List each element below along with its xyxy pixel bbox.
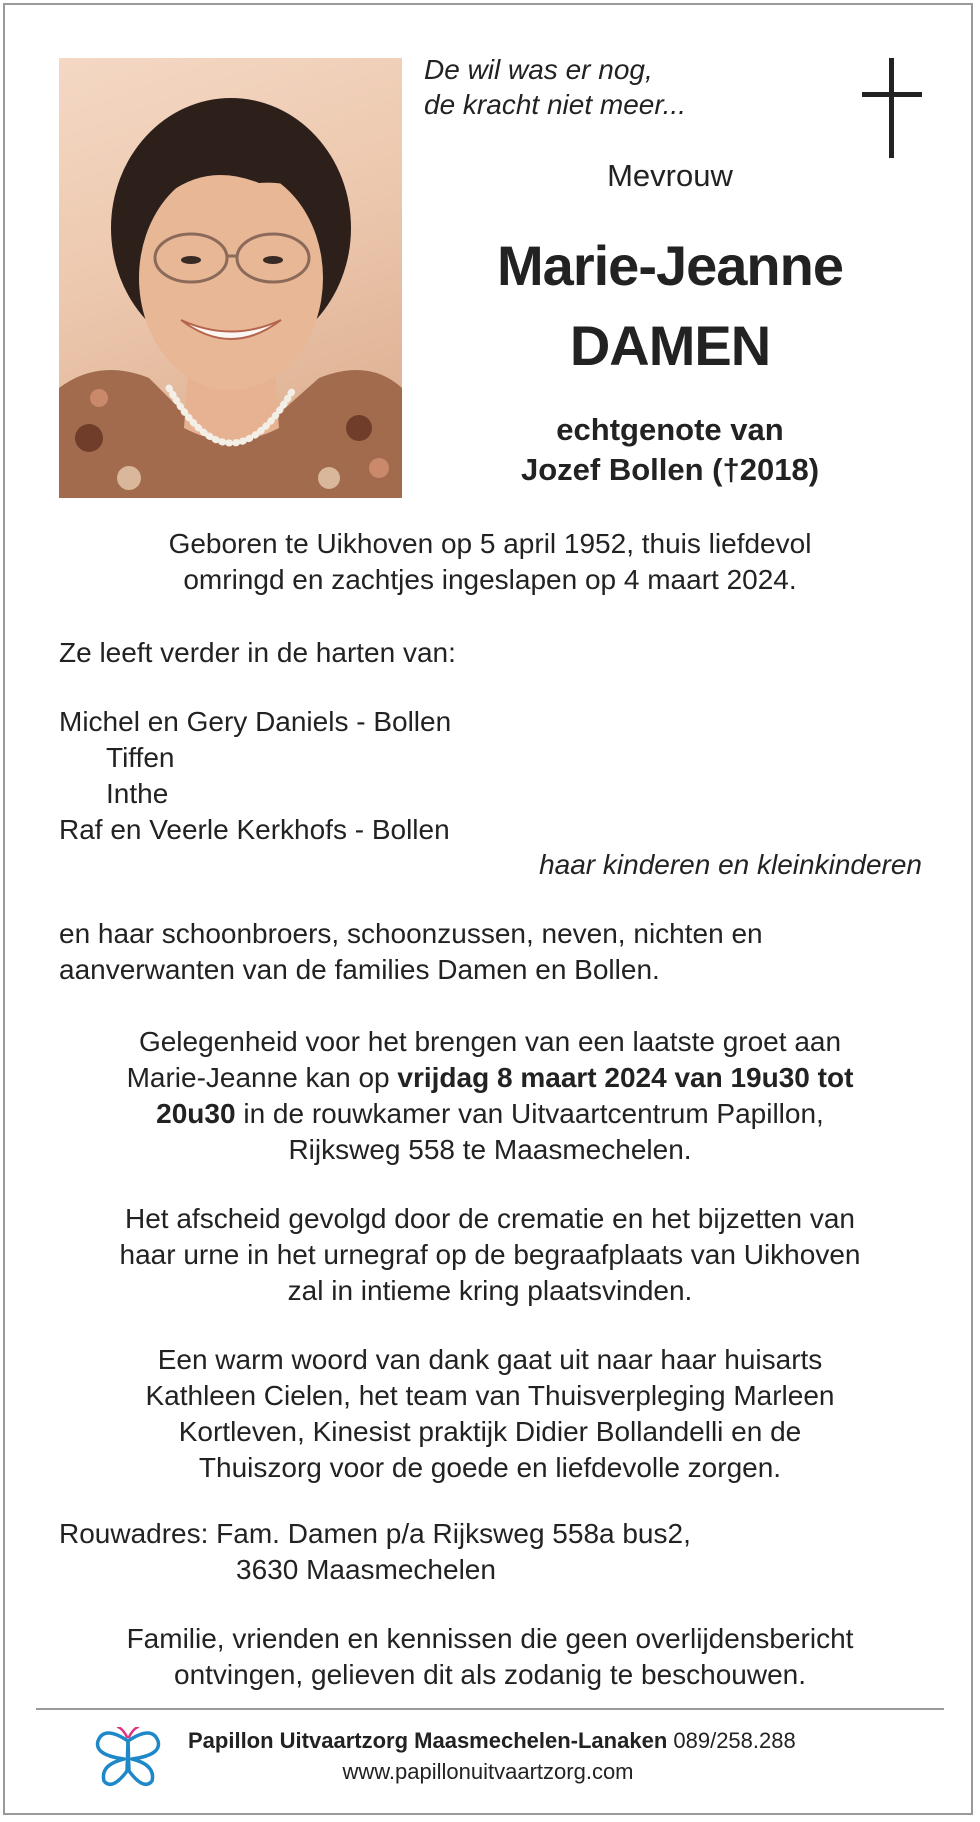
family-list (59, 704, 451, 848)
quote-line: de kracht niet meer... (424, 89, 686, 120)
spouse-name: Jozef Bollen (†2018) (520, 452, 820, 487)
address-line: Rouwadres: Fam. Damen p/a Rijksweg 558a bus2, (59, 1518, 691, 1549)
text-line: haar urne in het urnegraf op de begraafplaats van Uikhoven (119, 1239, 861, 1270)
spouse-relation: echtgenote van (556, 412, 784, 447)
spouse-info (430, 410, 910, 490)
notice-text (40, 1621, 940, 1693)
footer-company (188, 1728, 796, 1754)
text-line: ontvingen, gelieven dit als zodanig te beschouwen. (174, 1659, 806, 1690)
text-line: omringd en zachtjes ingeslapen op 4 maart 2024. (183, 564, 797, 595)
mourning-address (59, 1516, 691, 1588)
salutation: Mevrouw (607, 158, 733, 193)
text-span: in de rouwkamer van Uitvaartcentrum Papillon, (235, 1098, 824, 1129)
latin-cross-icon (862, 58, 922, 158)
last-name: DAMEN (569, 314, 771, 377)
family-member: Michel en Gery Daniels - Bollen (59, 706, 452, 737)
company-phone: 089/258.288 (667, 1728, 796, 1753)
text-line: Thuiszorg voor de goede en liefdevolle zorgen. (198, 1452, 782, 1483)
family-member: Tiffen (106, 742, 175, 773)
text-line: Kathleen Cielen, het team van Thuisverpleging Marleen (145, 1380, 835, 1411)
survived-intro: Ze leeft verder in de harten van: (59, 637, 456, 668)
visitation-text (40, 1024, 940, 1168)
visitation-time: 20u30 (156, 1098, 236, 1129)
text-line: en haar schoonbroers, schoonzussen, neven, nichten en (59, 918, 763, 949)
portrait-photo (59, 58, 402, 498)
birth-death-text (40, 526, 940, 598)
visitation-date: vrijdag 8 maart 2024 van 19u30 tot (397, 1062, 854, 1093)
footer-divider (36, 1708, 944, 1710)
relatives-text (59, 916, 763, 988)
text-line: Kortleven, Kinesist praktijk Didier Bollandelli en de (178, 1416, 802, 1447)
text-line (40, 1060, 940, 1096)
address-line: 3630 Maasmechelen (236, 1554, 496, 1585)
butterfly-logo-icon (94, 1727, 162, 1789)
family-member: Inthe (106, 778, 169, 809)
quote (424, 52, 686, 122)
company-website[interactable]: www.papillonuitvaartzorg.com (342, 1759, 634, 1784)
text-line: Een warm woord van dank gaat uit naar haar huisarts (157, 1344, 823, 1375)
text-line: Geboren te Uikhoven op 5 april 1952, thuis liefdevol (168, 528, 812, 559)
text-line (40, 1096, 940, 1132)
quote-line: De wil was er nog, (424, 54, 653, 85)
family-member: Raf en Veerle Kerkhofs - Bollen (59, 814, 450, 845)
text-line: zal in intieme kring plaatsvinden. (287, 1275, 693, 1306)
text-line: Gelegenheid voor het brengen van een laatste groet aan (138, 1026, 842, 1057)
farewell-text (40, 1201, 940, 1309)
text-line: aanverwanten van de families Damen en Bollen. (59, 954, 660, 985)
family-label: haar kinderen en kleinkinderen (539, 849, 922, 880)
text-line: Het afscheid gevolgd door de crematie en het bijzetten van (124, 1203, 855, 1234)
text-line: Rijksweg 558 te Maasmechelen. (288, 1134, 692, 1165)
thanks-text (40, 1342, 940, 1486)
deceased-name (430, 226, 910, 386)
text-line: Familie, vrienden en kennissen die geen overlijdensbericht (126, 1623, 854, 1654)
company-name: Papillon Uitvaartzorg Maasmechelen-Lanaken (188, 1728, 668, 1753)
text-span: Marie-Jeanne kan op (126, 1062, 398, 1093)
first-name: Marie-Jeanne (497, 234, 843, 297)
